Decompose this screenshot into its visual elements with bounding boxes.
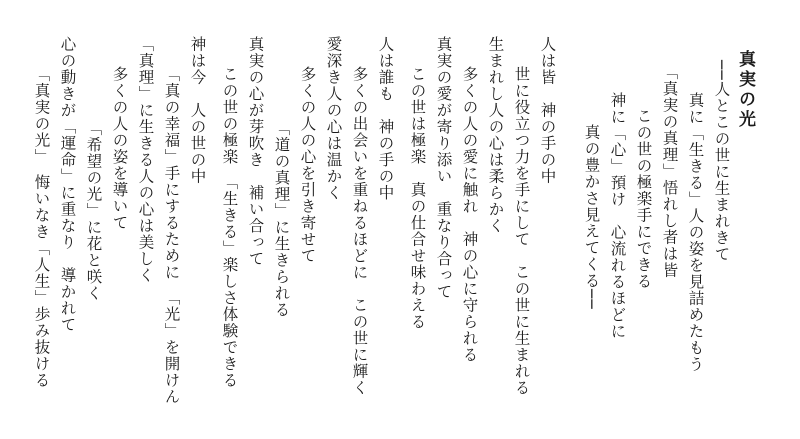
verse-line: 「真理」に生きる人の心は美しく <box>136 36 155 284</box>
verse-line: 真実の心が芽吹き 補い合って <box>246 36 265 267</box>
poem-title: 真実の光 <box>735 50 755 130</box>
verse-line: 「道の真理」に生きられる <box>272 120 291 318</box>
verse-line: 「真の幸福」手にするために 「光」を開けん <box>162 66 181 405</box>
verse-line: この世の極楽 「生きる」楽しさ体験できる <box>220 66 239 389</box>
verse-line: この世は極楽 真の仕合せ味わえる <box>408 66 427 330</box>
verse-line: 多くの人の心を引き寄せて <box>298 66 317 264</box>
verse-line: 多くの人の姿を導いて <box>110 66 129 231</box>
verse-line: 「真実の真理」悟れし者は皆 <box>660 64 679 279</box>
verse-line: 人は誰も 神の手の中 <box>376 36 395 201</box>
verse-line: 神に「心」預け 心流れるほどに <box>608 92 627 340</box>
verse-line: 心の動きが「運命」に重なり 導かれて <box>58 36 77 333</box>
verse-line: ──人とこの世に生まれきて <box>712 60 731 263</box>
verse-line: 神は今 人の世の中 <box>188 36 207 185</box>
verse-line: 真に「生きる」人の姿を見詰めたもう <box>686 92 705 373</box>
verse-line: 生まれし人の心は柔らかく <box>486 36 505 234</box>
verse-line: 「希望の光」に花と咲く <box>84 120 103 302</box>
verse-line: 世に役立つ力を手にして この世に生まれる <box>512 66 531 396</box>
verse-line: 多くの人の愛に触れ 神の心に守られる <box>460 66 479 363</box>
verse-line: 「真実の光」 悔いなき「人生」歩み抜ける <box>32 66 51 389</box>
verse-line: 真実の愛が寄り添い 重なり合って <box>434 36 453 300</box>
verse-line: この世の極楽手にできる <box>634 108 653 290</box>
verse-line: 多くの出会いを重ねるほどに この世に輝く <box>350 66 369 396</box>
verse-line: 人は皆 神の手の中 <box>538 36 557 185</box>
verse-line: 真の豊かさ見えてくる── <box>582 124 601 310</box>
verse-line: 愛深き人の心は温かく <box>324 36 343 201</box>
